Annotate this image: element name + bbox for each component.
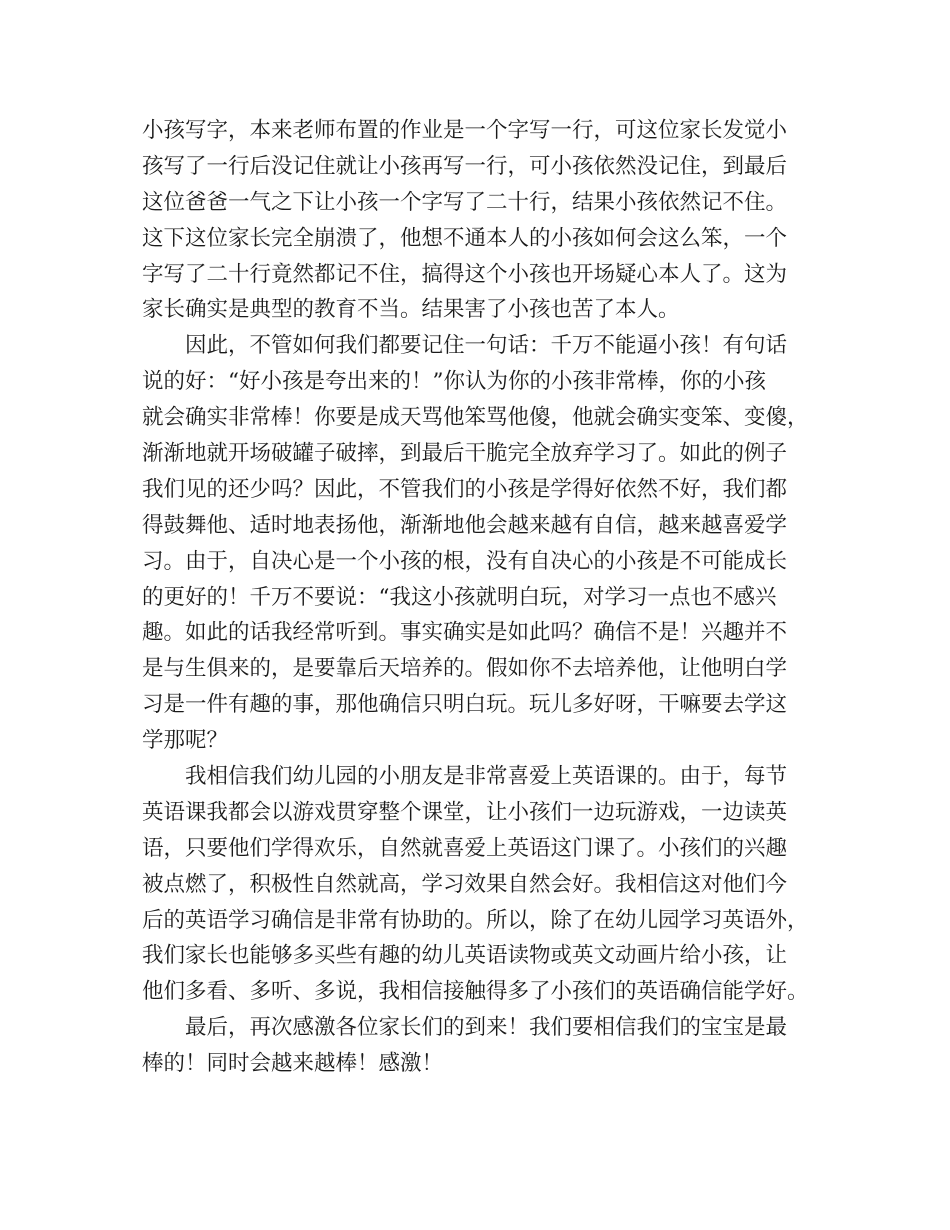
- text-line: 学那呢？: [142, 728, 229, 754]
- text-line: 棒的！同时会越来越棒！感激！: [142, 1051, 444, 1077]
- body-text: [142, 113, 832, 1082]
- text-line: 语，只要他们学得欢乐，自然就喜爱上英语这门课了。小孩们的兴趣: [142, 835, 788, 861]
- text-line: 趣。如此的话我经常听到。事实确实是如此吗？确信不是！兴趣并不: [142, 620, 788, 646]
- text-line: 习。由于，自决心是一个小孩的根，没有自决心的小孩是不可能成长: [142, 548, 788, 574]
- text-line: 说的好：“好小孩是夸出来的！”你认为你的小孩非常棒，你的小孩: [142, 369, 766, 395]
- text-line: 字写了二十行竟然都记不住，搞得这个小孩也开场疑心本人了。这为: [142, 261, 788, 287]
- text-line: 家长确实是典型的教育不当。结果害了小孩也苦了本人。: [142, 297, 680, 323]
- text-line: 这下这位家长完全崩溃了，他想不通本人的小孩如何会这么笨，一个: [142, 225, 788, 251]
- text-line: 我们家长也能够多买些有趣的幼儿英语读物或英文动画片给小孩，让: [142, 943, 788, 969]
- text-line: 小孩写字，本来老师布置的作业是一个字写一行，可这位家长发觉小: [142, 118, 788, 143]
- text-line: 因此，不管如何我们都要记住一句话：千万不能逼小孩！有句话: [185, 333, 788, 359]
- text-line: 习是一件有趣的事，那他确信只明白玩。玩儿多好呀，干嘛要去学这: [142, 692, 788, 718]
- text-line: 后的英语学习确信是非常有协助的。所以，除了在幼儿园学习英语外，: [142, 907, 809, 933]
- text-line: 英语课我都会以游戏贯穿整个课堂，让小孩们一边玩游戏，一边读英: [142, 799, 788, 825]
- text-line: 他们多看、多听、多说，我相信接触得多了小孩们的英语确信能学好。: [142, 979, 809, 1005]
- text-line: 的更好的！千万不要说：“我这小孩就明白玩，对学习一点也不感兴: [142, 584, 777, 610]
- text-line: 就会确实非常棒！你要是成天骂他笨骂他傻，他就会确实变笨、变傻，: [142, 405, 809, 431]
- text-line: 被点燃了，积极性自然就高，学习效果自然会好。我相信这对他们今: [142, 871, 788, 897]
- text-line: 是与生俱来的，是要靠后天培养的。假如你不去培养他，让他明白学: [142, 656, 788, 682]
- text-line: 得鼓舞他、适时地表扬他，渐渐地他会越来越有自信，越来越喜爱学: [142, 512, 788, 538]
- text-line: 我们见的还少吗？因此，不管我们的小孩是学得好依然不好，我们都: [142, 476, 788, 502]
- text-line: 最后，再次感激各位家长们的到来！我们要相信我们的宝宝是最: [185, 1015, 788, 1041]
- text-line: 渐渐地就开场破罐子破摔，到最后干脆完全放弃学习了。如此的例子: [142, 441, 788, 467]
- text-line: 孩写了一行后没记住就让小孩再写一行，可小孩依然没记住，到最后: [142, 153, 788, 179]
- text-line: 这位爸爸一气之下让小孩一个字写了二十行，结果小孩依然记不住。: [142, 189, 788, 215]
- text-line: 我相信我们幼儿园的小朋友是非常喜爱上英语课的。由于，每节: [185, 764, 788, 790]
